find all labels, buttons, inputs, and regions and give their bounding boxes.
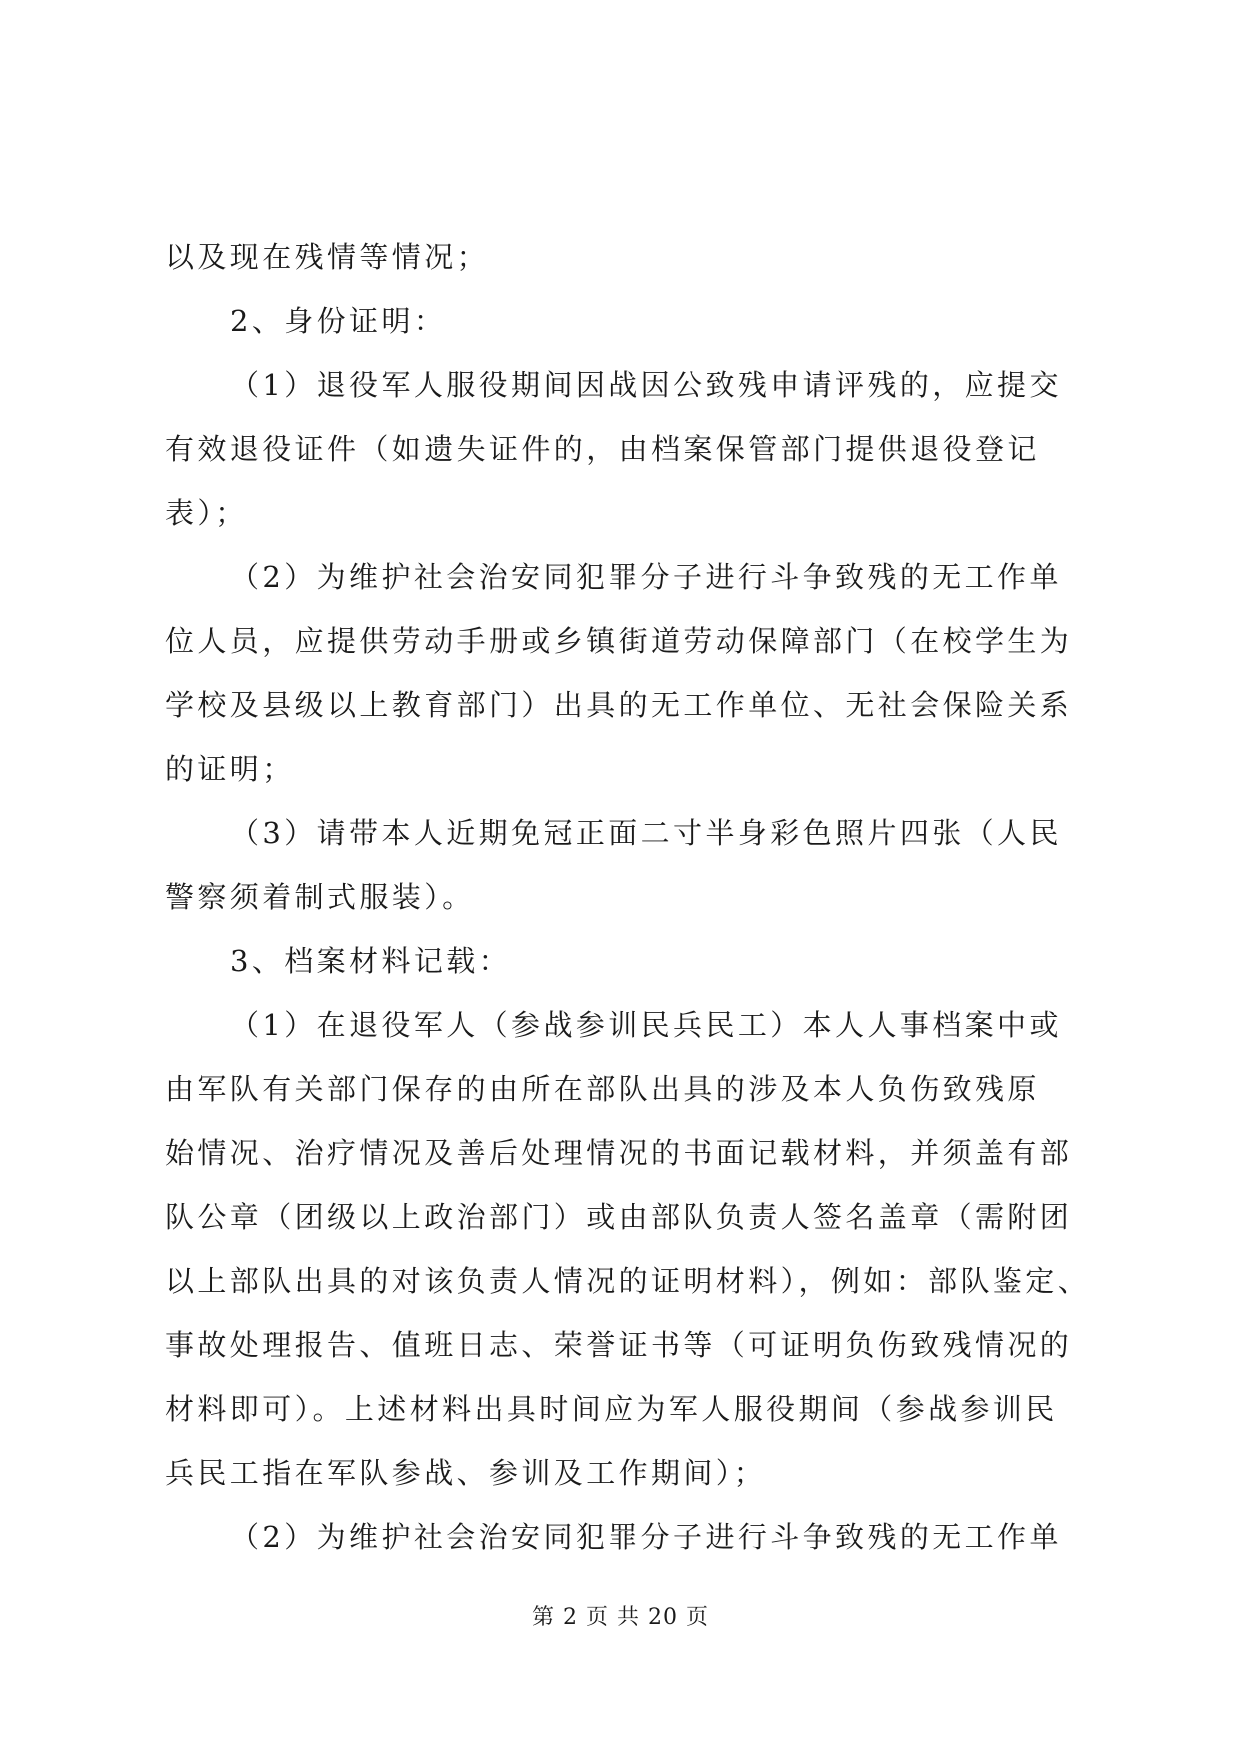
text-line: 表）； <box>165 496 248 530</box>
text-line: 警察须着制式服装）。 <box>165 880 475 914</box>
text-line: 队公章（团级以上政治部门）或由部队负责人签名盖章（需附团 <box>165 1200 1073 1234</box>
text-line: 2、身份证明： <box>230 304 447 338</box>
text-line: （3）请带本人近期免冠正面二寸半身彩色照片四张（人民 <box>230 816 1062 850</box>
text-line: 有效退役证件（如遗失证件的，由档案保管部门提供退役登记 <box>165 432 1040 466</box>
text-line: （1）在退役军人（参战参训民兵民工）本人人事档案中或 <box>230 1008 1062 1042</box>
text-line: （2）为维护社会治安同犯罪分子进行斗争致残的无工作单 <box>230 560 1062 594</box>
text-line: 以上部队出具的对该负责人情况的证明材料），例如：部队鉴定、 <box>165 1264 1091 1298</box>
text-line: 始情况、治疗情况及善后处理情况的书面记载材料，并须盖有部 <box>165 1136 1073 1170</box>
text-line: 位人员，应提供劳动手册或乡镇街道劳动保障部门（在校学生为 <box>165 624 1073 658</box>
text-line: 3、档案材料记载： <box>230 944 512 978</box>
text-line: 的证明； <box>165 752 295 786</box>
text-line: 兵民工指在军队参战、参训及工作期间）； <box>165 1456 767 1490</box>
text-line: （1）退役军人服役期间因战因公致残申请评残的，应提交 <box>230 368 1062 402</box>
text-line: （2）为维护社会治安同犯罪分子进行斗争致残的无工作单 <box>230 1520 1062 1554</box>
text-line: 事故处理报告、值班日志、荣誉证书等（可证明负伤致残情况的 <box>165 1328 1073 1362</box>
text-line: 以及现在残情等情况； <box>165 240 490 274</box>
page-footer: 第 2 页 共 20 页 <box>532 1605 709 1630</box>
text-line: 材料即可）。上述材料出具时间应为军人服役期间（参战参训民 <box>165 1392 1058 1426</box>
text-line: 由军队有关部门保存的由所在部队出具的涉及本人负伤致残原 <box>165 1072 1040 1106</box>
text-line: 学校及县级以上教育部门）出具的无工作单位、无社会保险关系 <box>165 688 1073 722</box>
